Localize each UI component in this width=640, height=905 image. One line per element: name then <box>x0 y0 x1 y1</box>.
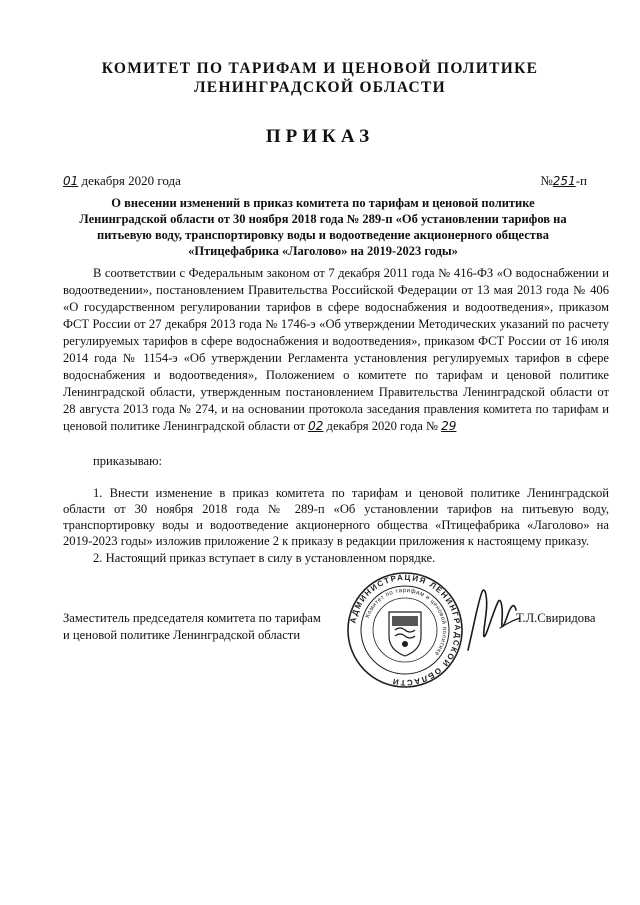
date-day-handwritten: 01 <box>63 174 79 188</box>
number-suffix: -п <box>575 173 587 188</box>
order-word: приказываю: <box>93 454 163 468</box>
document-subject: О внесении изменений в приказ комитета по тарифам и ценовой политике Ленинградской области от 30 ноября 2018 года № 289-п «Об установлении тарифов на питьевую воду, транспортировку воды и водоотведение акционерного общества «Птицефабрика «Лаголово» на 2019-2023 годы» <box>79 196 567 258</box>
document-date <box>63 173 181 189</box>
order-item-2: 2. Настоящий приказ вступает в силу в установленном порядке. <box>93 551 436 565</box>
protocol-number-handwritten: 29 <box>441 419 457 433</box>
signer-position-line2: и ценовой политике Ленинградской области <box>63 628 301 642</box>
stamp-outer-text: АДМИНИСТРАЦИЯ ЛЕНИНГРАДСКОЙ ОБЛАСТИ <box>348 572 463 688</box>
stamp-inner-text: Комитет по тарифам и ценовой политике <box>365 587 448 657</box>
preamble-paragraph <box>63 265 609 435</box>
official-stamp-icon <box>345 570 465 690</box>
order-item-1: 1. Внести изменение в приказ комитета по тарифам и ценовой политике Ленинградской области от 30 ноября 2018 года № 289-п «Об установлении тарифов на питьевую воду, транспортировку воды и водоотведение акционерного общества «Птицефабрика «Лаголово» на 2019-2023 годы» изложив приложение 2 к приказу в редакции приложения к настоящему приказу. <box>63 486 609 548</box>
number-prefix: № <box>540 173 553 188</box>
org-name-line2: ЛЕНИНГРАДСКОЙ ОБЛАСТИ <box>193 79 447 96</box>
preamble-mid: декабря 2020 года № <box>323 419 442 433</box>
date-rest: декабря 2020 года <box>78 173 181 188</box>
signer-position-line1: Заместитель председателя комитета по тарифам <box>63 611 321 625</box>
preamble <box>63 265 609 435</box>
protocol-day-handwritten: 02 <box>308 419 324 433</box>
preamble-text: В соответствии с Федеральным законом от 7 декабря 2011 года № 416-ФЗ «О водоснабжении и водоотведении», постановлением Правительства Российской Федерации от 13 мая 2013 года № 406 «О государственном регулировании тарифов в сфере водоснабжения и водоотведения», приказом ФСТ России от 27 декабря 2013 года № 1746-э «Об утверждении Методических указаний по расчету регулируемых тарифов в сфере водоснабжения и водоотведения», приказом ФСТ России от 16 июля 2014 года № 1154-э «Об утверждении Регламента установления регулируемых тарифов в сфере водоснабжения и водоотведения», Положением о комитете по тарифам и ценовой политике Ленинградской области, утвержденным постановлением Правительства Ленинградской области от 28 августа 2013 года № 274, и на основании протокола заседания правления комитета по тарифам и ценовой политике Ленинградской области от <box>63 266 609 433</box>
order-items <box>63 485 609 567</box>
number-value-handwritten: 251 <box>552 174 576 188</box>
signer-position <box>63 610 343 644</box>
signer-name: Т.Л.Свиридова <box>516 611 596 625</box>
org-name-line1: КОМИТЕТ ПО ТАРИФАМ И ЦЕНОВОЙ ПОЛИТИКЕ <box>101 60 539 77</box>
document-title: ПРИКАЗ <box>265 126 375 147</box>
document-number <box>540 173 587 189</box>
